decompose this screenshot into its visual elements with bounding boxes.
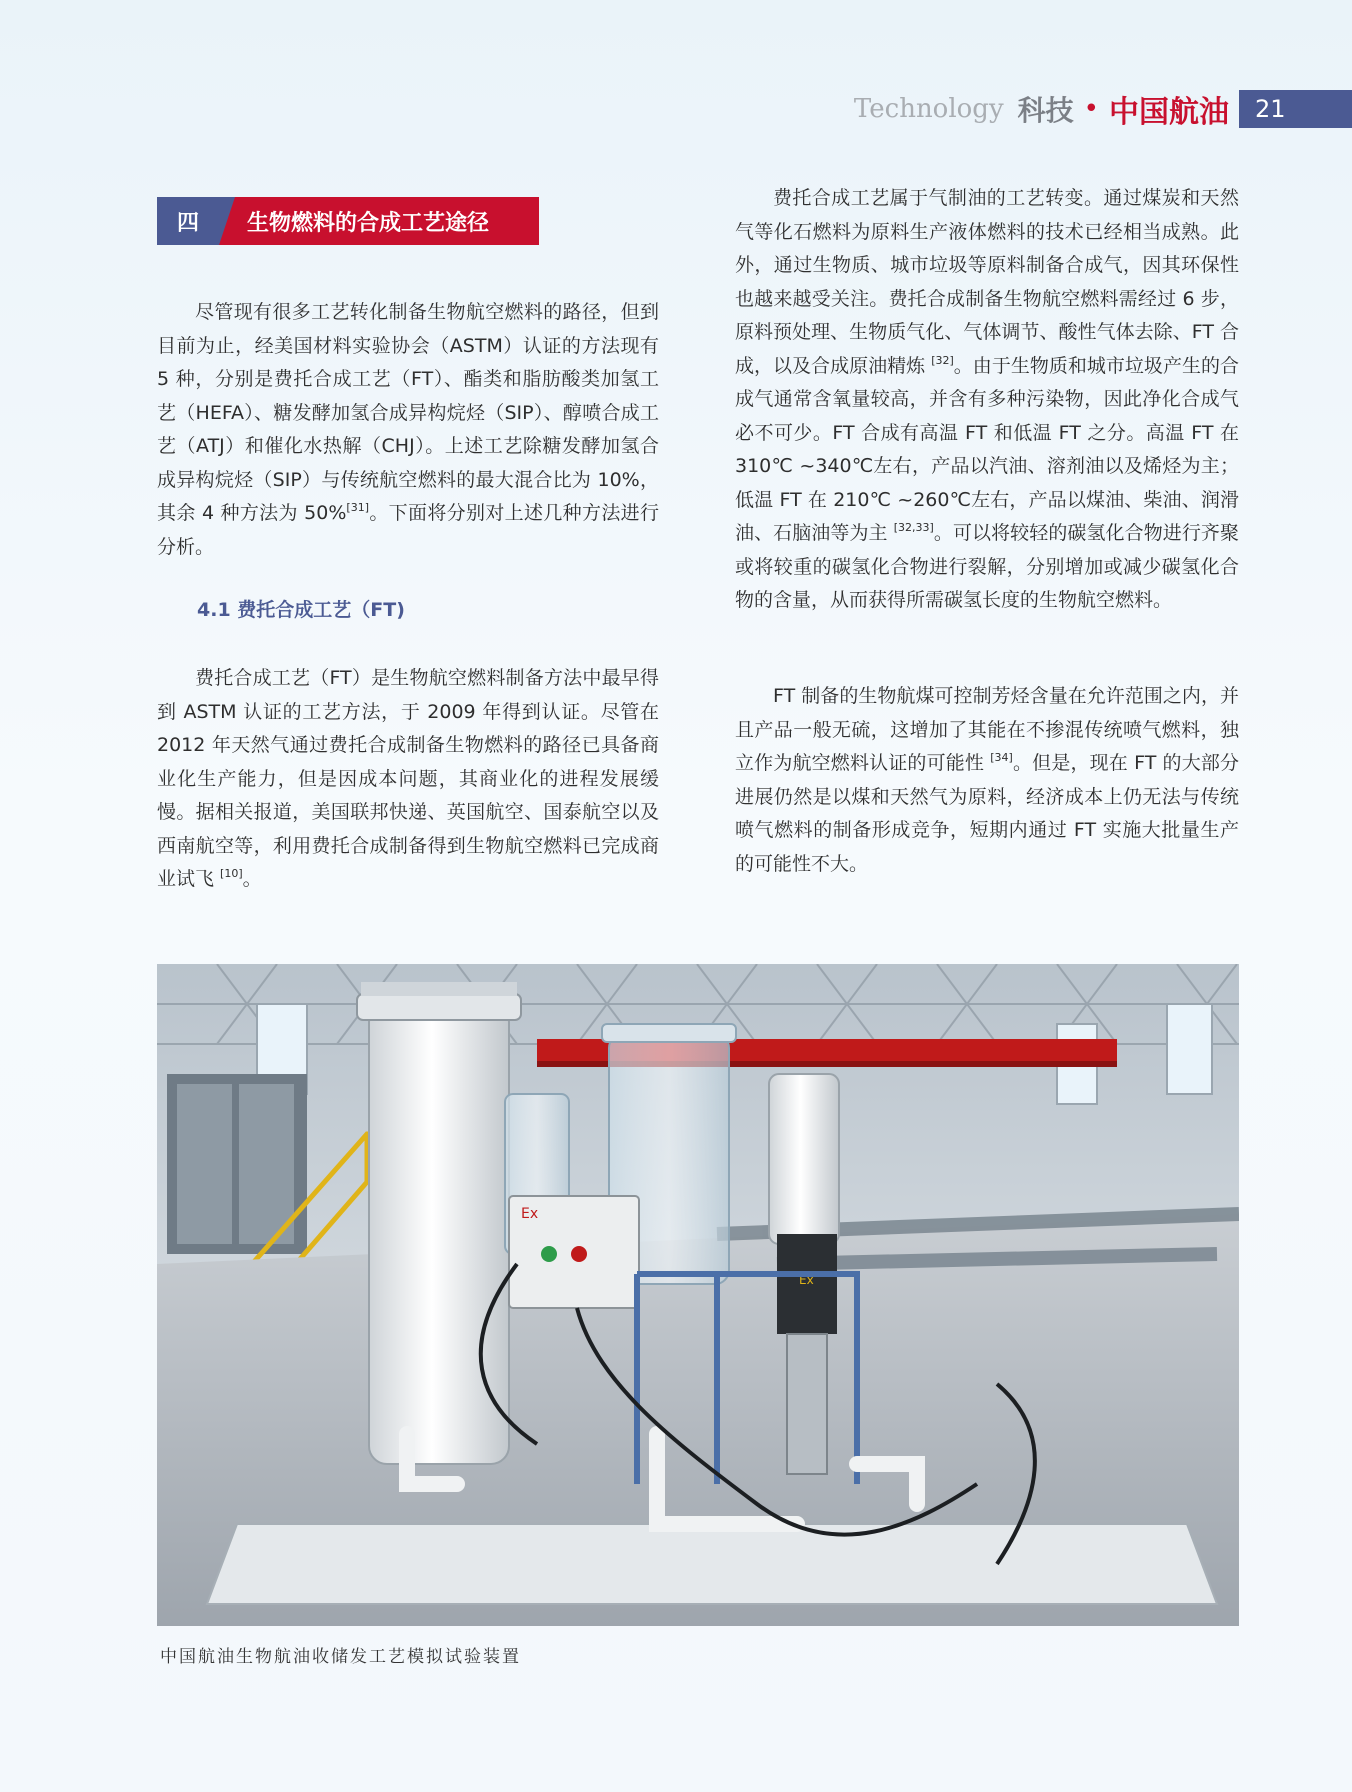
citation-10: [10]: [220, 867, 243, 880]
right-p2-text: FT 制备的生物航煤可控制芳烃含量在允许范围之内，并且产品一般无硫，这增加了其能在不掺混传统喷气燃料，独立作为航空燃料认证的可能性: [735, 685, 1239, 774]
left-p1-tail: 。下面将分别对上述几种方法进行分析。: [157, 502, 659, 558]
right-p1-mid: 。由于生物质和城市垃圾产生的合成气通常含氧量较高，并含有多种污染物，因此净化合成气必不可少。FT 合成有高温 FT 和低温 FT 之分。高温 FT 在 310℃ ~340℃左右，产品以汽油、溶剂油以及烯烃为主；低温 FT 在 210℃ ~260℃左右，产品以煤油、柴油、润滑油、石脑油等为主: [735, 354, 1239, 544]
page-header: [854, 90, 1352, 128]
left-p2-text: 费托合成工艺（FT）是生物航空燃料制备方法中最早得到 ASTM 认证的工艺方法，于 2009 年得到认证。尽管在 2012 年天然气通过费托合成制备生物燃料的路径已具备商业化生产能力，但是因成本问题，其商业化的进程发展缓慢。据相关报道，美国联邦快递、英国航空、国泰航空以及西南航空等，利用费托合成制备得到生物航空燃料已完成商业试飞: [157, 667, 659, 890]
left-p1-text: 尽管现有很多工艺转化制备生物航空燃料的路径，但到目前为止，经美国材料实验协会（ASTM）认证的方法现有 5 种，分别是费托合成工艺（FT）、酯类和脂肪酸类加氢工艺（HEFA）、糖发酵加氢合成异构烷烃（SIP）、醇喷合成工艺（ATJ）和催化水热解（CHJ）。上述工艺除糖发酵加氢合成异构烷烃（SIP）与传统航空燃料的最大混合比为 10%，其余 4 种方法为 50%: [157, 301, 659, 524]
pump-ex-label: Ex: [799, 1273, 814, 1287]
citation-31: [31]: [346, 501, 370, 514]
equipment-photo: [157, 964, 1239, 1626]
header-keji: 科技: [1017, 94, 1074, 127]
header-dot: •: [1083, 94, 1099, 124]
right-column-bottom: [735, 680, 1239, 881]
citation-32: [32]: [931, 353, 954, 367]
right-p2-tail: 。但是，现在 FT 的大部分进展仍然是以煤和天然气为原料，经济成本上仍无法与传统喷气燃料的制备形成竞争，短期内通过 FT 实施大批量生产的可能性不大。: [735, 752, 1240, 875]
left-paragraph-2: [157, 662, 659, 897]
photo-caption: 中国航油生物航油收储发工艺模拟试验装置: [160, 1647, 521, 1667]
left-paragraph-1: [157, 296, 659, 564]
section-title: [219, 197, 539, 245]
section-heading: [157, 197, 539, 245]
right-p1-tail: 。可以将较轻的碳氢化合物进行齐聚或将较重的碳氢化合物进行裂解，分别增加或减少碳氢化合物的含量，从而获得所需碳氢长度的生物航空燃料。: [735, 522, 1239, 611]
header-technology: Technology: [853, 94, 1004, 124]
section-number: 四: [157, 197, 219, 245]
right-column-top: [735, 182, 1239, 618]
header-brand: 中国航油: [1109, 95, 1229, 130]
subheading-4-1: 4.1 费托合成工艺（FT): [197, 599, 405, 621]
right-paragraph-2: [735, 680, 1239, 881]
left-p2-tail: 。: [242, 868, 262, 890]
left-column-bottom: [157, 662, 659, 897]
page-number: 21: [1239, 90, 1352, 128]
citation-34: [34]: [990, 751, 1013, 764]
citation-32-33: [32,33]: [893, 521, 934, 534]
right-paragraph-1: [735, 182, 1239, 618]
equipment-illustration: [157, 964, 1239, 1626]
left-column-top: [157, 296, 659, 564]
right-p1-text: 费托合成工艺属于气制油的工艺转变。通过煤炭和天然气等化石燃料为原料生产液体燃料的技术已经相当成熟。此外，通过生物质、城市垃圾等原料制备合成气，因其环保性也越来越受关注。费托合成制备生物航空燃料需经过 6 步，原料预处理、生物质气化、气体调节、酸性气体去除、FT 合成，以及合成原油精炼: [735, 187, 1239, 377]
section-title-text: 生物燃料的合成工艺途径: [247, 210, 490, 236]
box-ex-label: Ex: [521, 1206, 539, 1222]
